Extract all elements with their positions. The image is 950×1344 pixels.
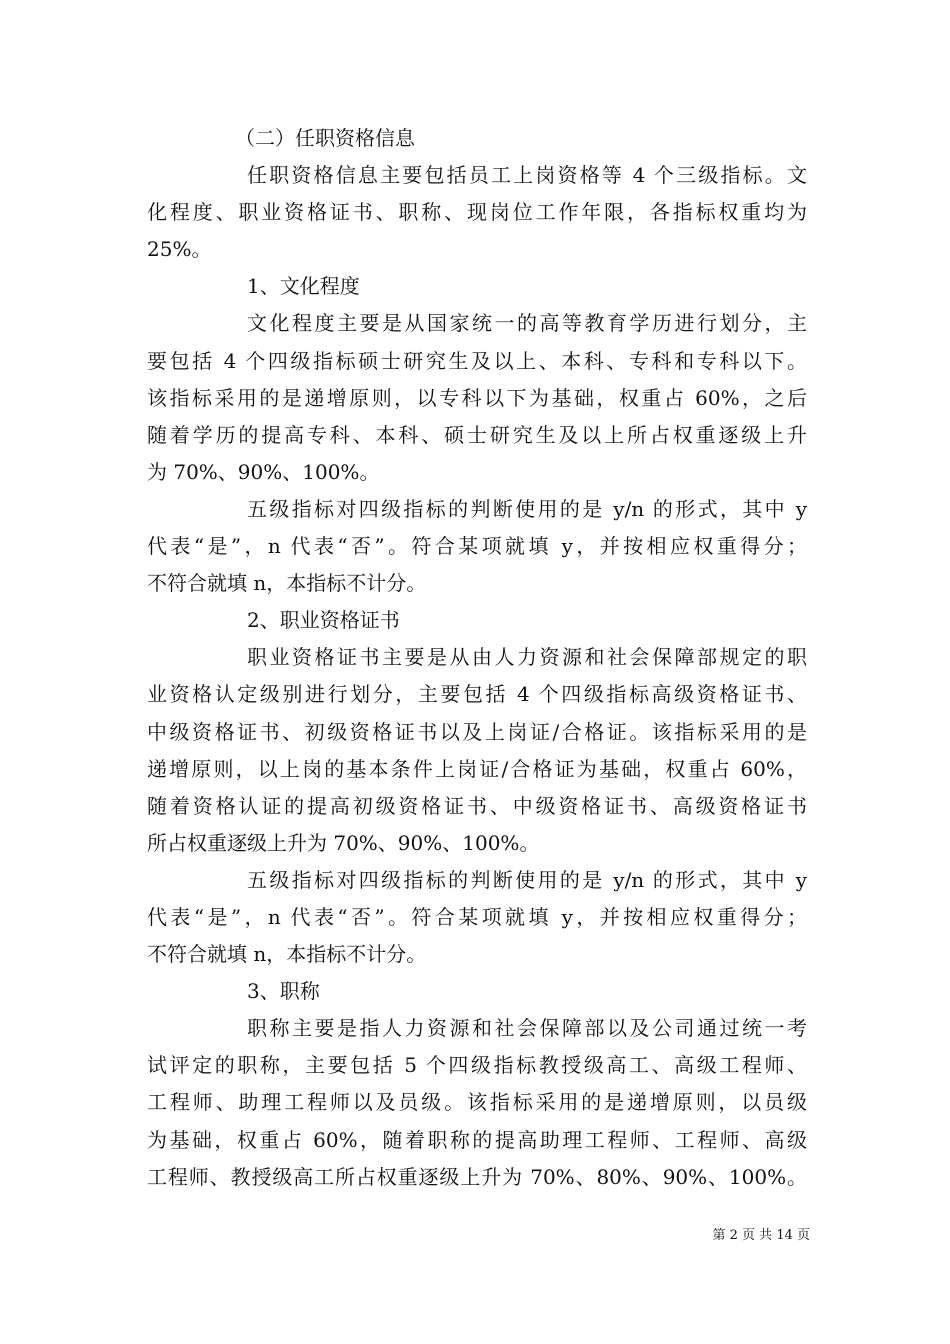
document-body	[147, 120, 807, 1196]
paragraph-line: 递增原则，以上岗的基本条件上岗证/合格证为基础，权重占 60%，	[147, 756, 807, 781]
subsection-title: 3、职称	[247, 979, 320, 1004]
paragraph-line: 化程度、职业资格证书、职称、现岗位工作年限，各指标权重均为	[147, 200, 807, 225]
paragraph-line: 随着学历的提高专科、本科、硕士研究生及以上所占权重逐级上升	[147, 422, 807, 447]
paragraph-line: 该指标采用的是递增原则，以专科以下为基础，权重占 60%，之后	[147, 385, 807, 410]
paragraph-line: 文化程度主要是从国家统一的高等教育学历进行划分，主	[247, 311, 807, 336]
paragraph-line: 五级指标对四级指标的判断使用的是 y/n 的形式，其中 y	[247, 867, 807, 892]
paragraph-line: 中级资格证书、初级资格证书以及上岗证/合格证。该指标采用的是	[147, 719, 807, 744]
paragraph-line: 工程师、教授级高工所占权重逐级上升为 70%、80%、90%、100%。	[147, 1164, 807, 1189]
paragraph-line: 代表“是”，n 代表“否”。符合某项就填 y，并按相应权重得分；	[147, 904, 807, 929]
paragraph-line: 不符合就填 n，本指标不计分。	[147, 942, 427, 967]
section-heading: （二）任职资格信息	[235, 126, 415, 150]
paragraph-line: 业资格认定级别进行划分，主要包括 4 个四级指标高级资格证书、	[147, 682, 807, 707]
paragraph-line: 25%。	[147, 237, 212, 262]
paragraph-line: 任职资格信息主要包括员工上岗资格等 4 个三级指标。文	[247, 163, 807, 188]
subsection-title: 1、文化程度	[247, 274, 360, 299]
paragraph-line: 不符合就填 n，本指标不计分。	[147, 571, 427, 596]
paragraph-line: 为基础，权重占 60%，随着职称的提高助理工程师、工程师、高级	[147, 1127, 807, 1152]
page-number-footer: 第 2 页 共 14 页	[712, 1228, 810, 1243]
paragraph-line: 工程师、助理工程师以及员级。该指标采用的是递增原则，以员级	[147, 1090, 807, 1115]
paragraph-line: 要包括 4 个四级指标硕士研究生及以上、本科、专科和专科以下。	[147, 348, 807, 373]
paragraph-line: 职称主要是指人力资源和社会保障部以及公司通过统一考	[247, 1016, 807, 1041]
paragraph-line: 职业资格证书主要是从由人力资源和社会保障部规定的职	[247, 645, 807, 670]
paragraph-line: 随着资格认证的提高初级资格证书、中级资格证书、高级资格证书	[147, 793, 807, 818]
paragraph-line: 为 70%、90%、100%。	[147, 459, 380, 484]
subsection-title: 2、职业资格证书	[247, 608, 400, 633]
paragraph-line: 所占权重逐级上升为 70%、90%、100%。	[147, 830, 540, 855]
paragraph-line: 五级指标对四级指标的判断使用的是 y/n 的形式，其中 y	[247, 496, 807, 521]
paragraph-line: 试评定的职称，主要包括 5 个四级指标教授级高工、高级工程师、	[147, 1053, 807, 1078]
paragraph-line: 代表“是”，n 代表“否”。符合某项就填 y，并按相应权重得分；	[147, 534, 807, 559]
